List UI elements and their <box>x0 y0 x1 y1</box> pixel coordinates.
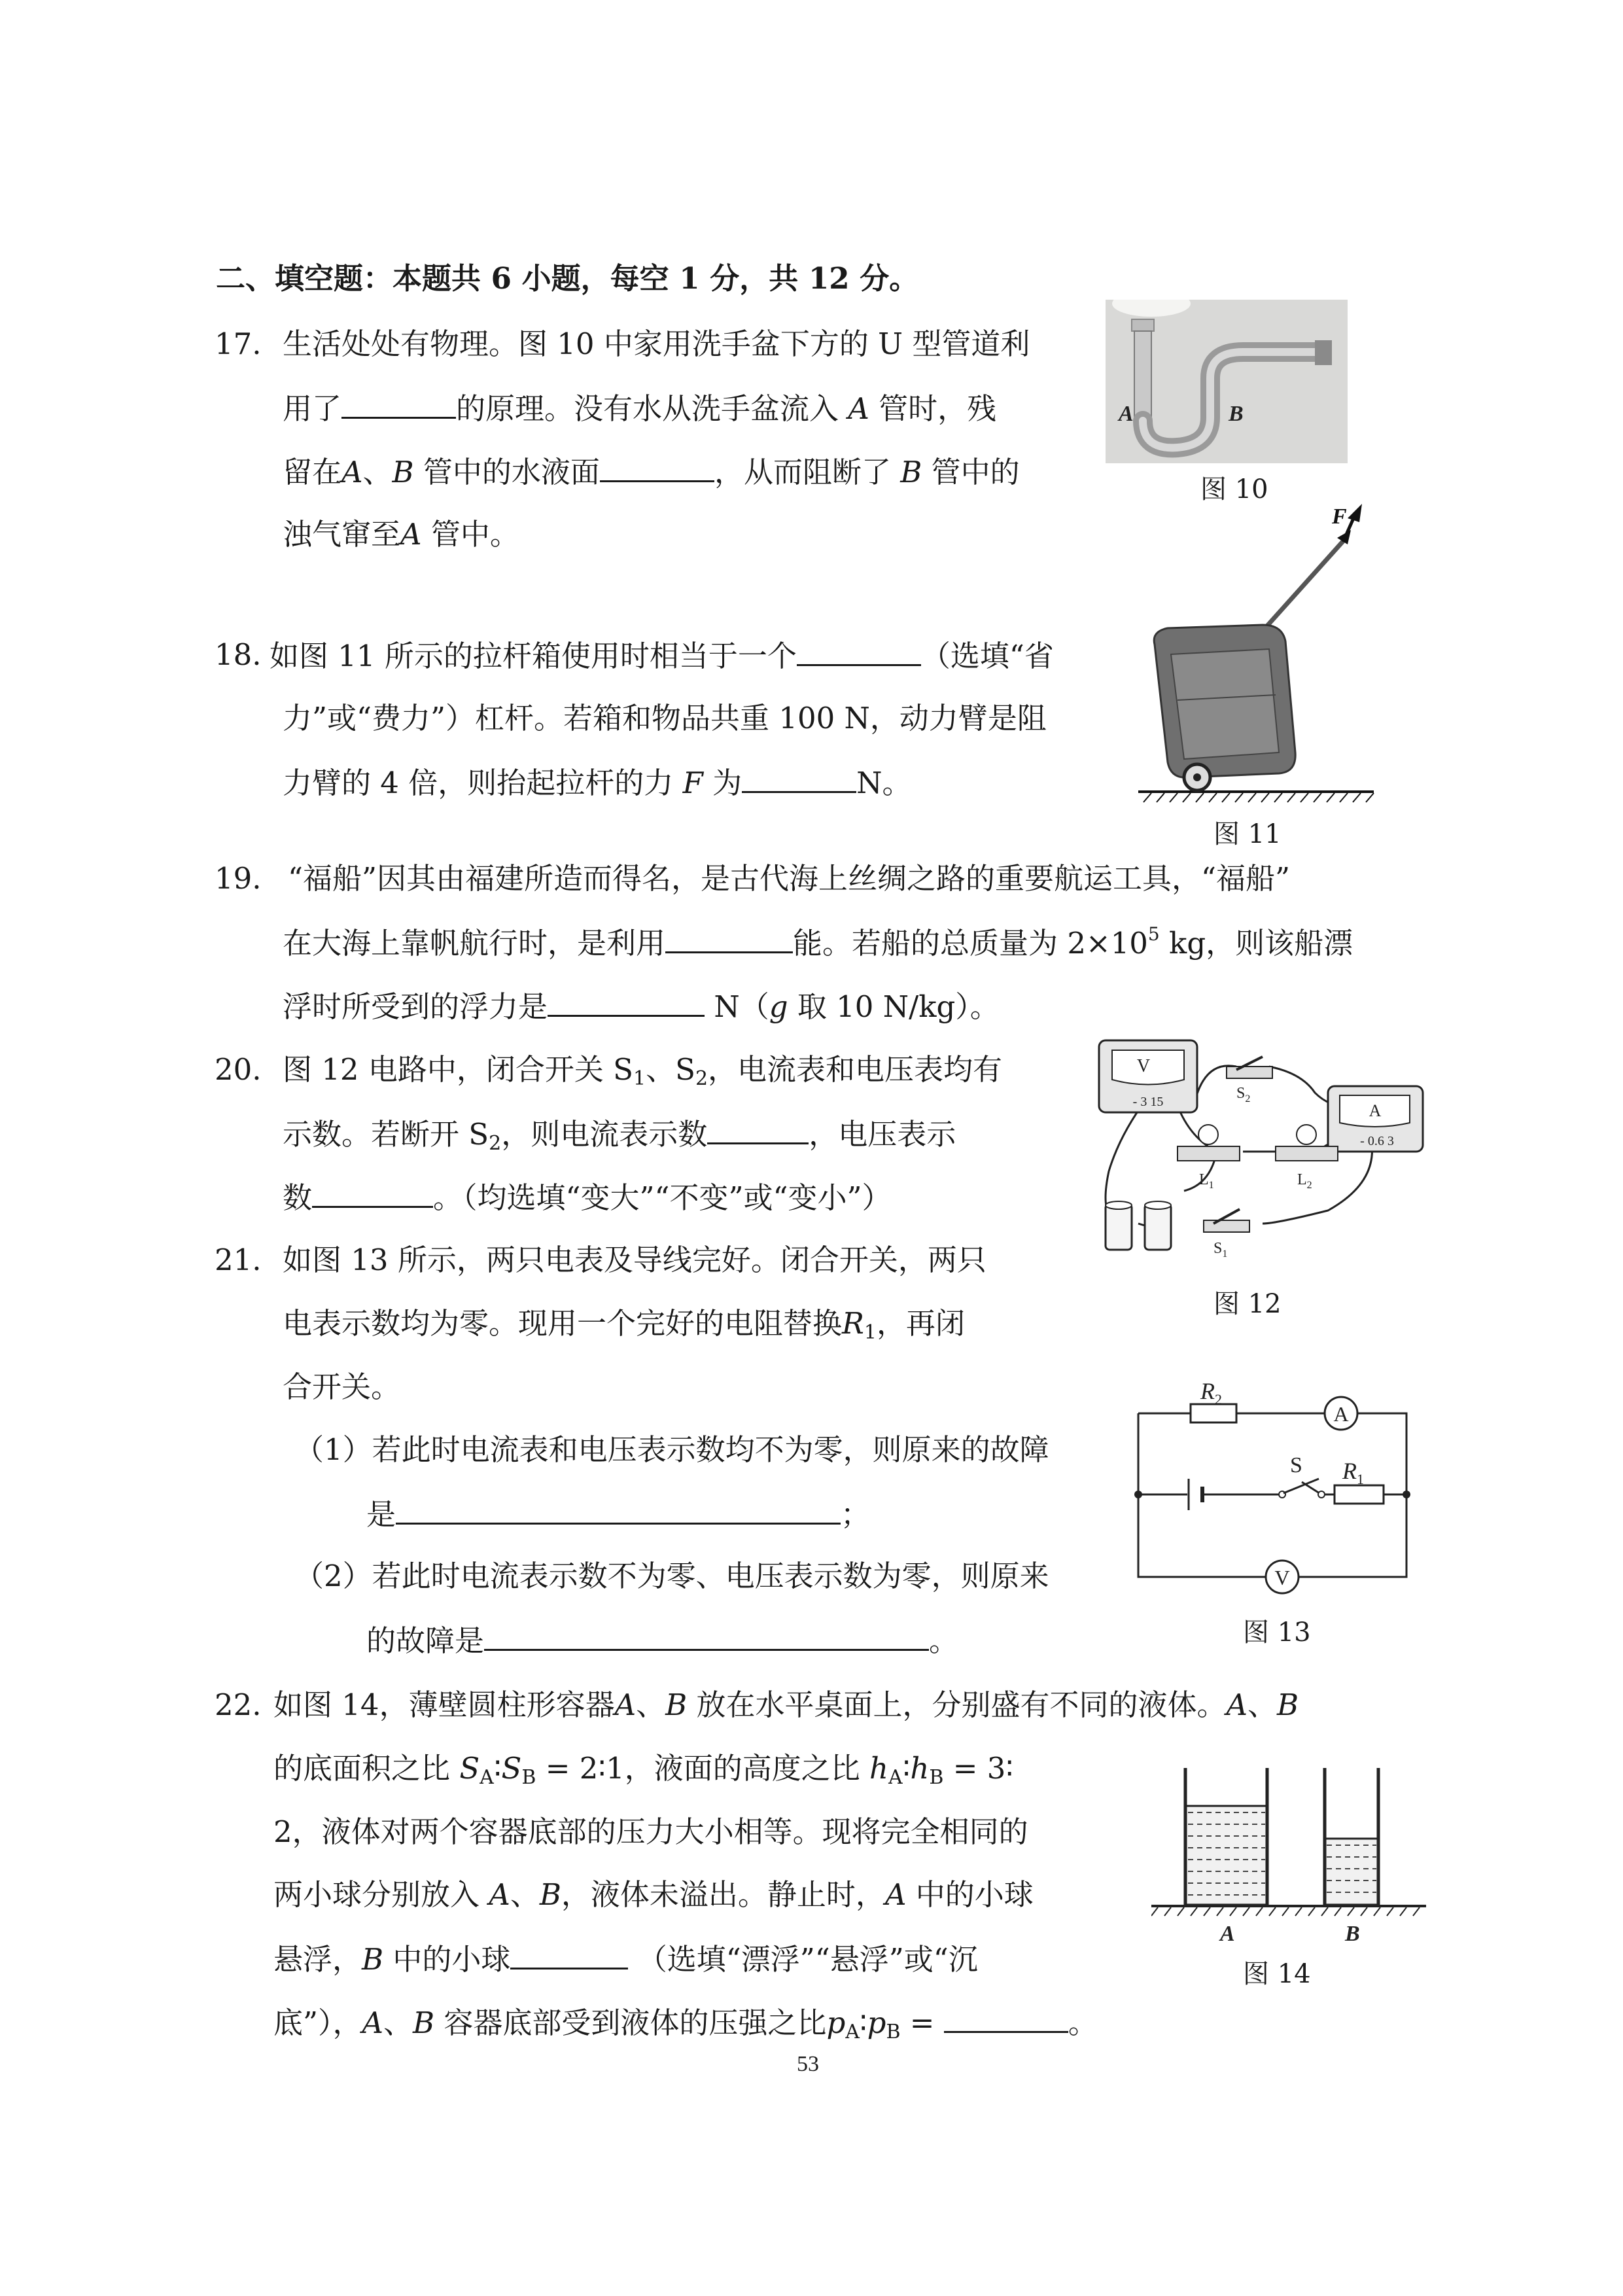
question-text-line: 底”），A、B 容器底部受到液体的压强之比$p_A∶p_B$ = 。 <box>273 2002 1098 2043</box>
answer-blank[interactable] <box>707 1114 809 1144</box>
question-text-line: 用了 的原理。没有水从洗手盆流入 A 管时，残 <box>283 388 996 429</box>
question-number: 18. <box>215 637 262 672</box>
question-text-line: 2，液体对两个容器底部的压力大小相等。现将完全相同的 <box>273 1814 1028 1849</box>
question-text-line: 是 ； <box>366 1494 870 1534</box>
question-text-line: 如图 14，薄壁圆柱形容器A、B 放在水平桌面上，分别盛有不同的液体。A、B <box>273 1687 1299 1722</box>
question-text-line: 电表示数均为零。现用一个完好的电阻替换$R_1$，再闭 <box>283 1306 966 1344</box>
figure-14-containers <box>1151 1767 1426 1950</box>
question-text-line: 留在A、B 管中的水液面 ，从而阻断了 B 管中的 <box>283 451 1020 492</box>
voltmeter-scale: - 3 15 <box>1132 1095 1164 1109</box>
figure-12-circuit <box>1079 1027 1433 1282</box>
ammeter-scale: - 0.6 3 <box>1360 1134 1394 1148</box>
resistor-r2-label: $R_2$ <box>1200 1378 1222 1407</box>
answer-blank[interactable] <box>665 923 793 953</box>
answer-blank[interactable] <box>510 1939 628 1969</box>
answer-blank[interactable] <box>797 635 921 666</box>
question-text-line: 在大海上靠帆航行时，是利用 能。若船的总质量为 $2\times 10^5$ kg，则该船漂 <box>283 923 1353 961</box>
voltmeter-label: V <box>1136 1056 1151 1076</box>
question-text-line: 力”或“费力”）杠杆。若箱和物品共重 100 N，动力臂是阻 <box>283 701 1047 735</box>
question-number: 20. <box>215 1052 262 1087</box>
question-text-line: 浮时所受到的浮力是 N（g 取 10 N/kg）。 <box>283 986 1000 1027</box>
question-number: 21. <box>215 1243 262 1277</box>
figure-10-caption: 图 10 <box>1200 474 1268 504</box>
figure-12-caption: 图 12 <box>1213 1289 1282 1319</box>
page-number: 53 <box>797 2052 819 2076</box>
switch-s1-label: $S_1$ <box>1213 1240 1228 1260</box>
figure-13-caption: 图 13 <box>1243 1617 1311 1648</box>
figure-14-caption: 图 14 <box>1243 1959 1311 1989</box>
section-title: 二、填空题：本题共 6 小题，每空 1 分，共 12 分。 <box>216 261 919 296</box>
answer-blank[interactable] <box>600 451 714 482</box>
answer-blank[interactable] <box>341 388 456 419</box>
figure-11-trolley <box>1125 504 1387 818</box>
question-text-line: 生活处处有物理。图 10 中家用洗手盆下方的 U 型管道利 <box>283 327 1030 361</box>
label-a: A <box>1119 402 1134 426</box>
question-number: 19. <box>215 861 262 896</box>
figure-10-photo <box>1106 300 1348 463</box>
question-text-line: “福船”因其由福建所造而得名，是古代海上丝绸之路的重要航运工具，“福船” <box>288 861 1291 896</box>
question-text-line: 的底面积之比 $S_A∶S_B$ = 2∶1，液面的高度之比 $h_A∶h_B$ = 3∶ <box>273 1751 1014 1789</box>
question-text-line: 两小球分别放入 A、B，液体未溢出。静止时，A 中的小球 <box>273 1877 1034 1912</box>
question-text-line: 悬浮，B 中的小球 （选填“漂浮”“悬浮”或“沉 <box>273 1939 978 1979</box>
lamp-l2-label: $L_2$ <box>1297 1171 1312 1191</box>
question-text-line: 数 。（均选填“变大”“不变”或“变小”） <box>283 1177 892 1218</box>
answer-blank[interactable] <box>396 1494 841 1525</box>
question-text-line: （1）若此时电流表和电压表示数均不为零，则原来的故障 <box>294 1432 1049 1467</box>
force-label: F <box>1332 504 1347 529</box>
question-text-line: 图 12 电路中，闭合开关 $S_1$、$S_2$，电流表和电压表均有 <box>283 1052 1003 1090</box>
question-text-line: 如图 13 所示，两只电表及导线完好。闭合开关，两只 <box>283 1243 986 1277</box>
switch-label: S <box>1290 1453 1302 1477</box>
question-number: 17. <box>215 327 262 361</box>
resistor-r1-label: $R_1$ <box>1342 1458 1364 1487</box>
ammeter-symbol: A <box>1333 1402 1349 1426</box>
answer-blank[interactable] <box>548 986 705 1017</box>
lamp-l1-label: $L_1$ <box>1199 1171 1214 1191</box>
figure-11-caption: 图 11 <box>1213 819 1282 849</box>
question-text-line: 浊气窜至A 管中。 <box>283 517 519 552</box>
voltmeter-symbol: V <box>1274 1566 1290 1589</box>
container-b-label: B <box>1345 1922 1360 1946</box>
switch-s2-label: $S_2$ <box>1236 1085 1251 1104</box>
answer-blank[interactable] <box>742 762 856 793</box>
question-number: 22. <box>215 1687 262 1722</box>
question-text-line: （2）若此时电流表示数不为零、电压表示数为零，则原来 <box>294 1559 1049 1593</box>
answer-blank[interactable] <box>944 2002 1068 2033</box>
question-text-line: 如图 11 所示的拉杆箱使用时相当于一个 （选填“省 <box>270 635 1054 676</box>
question-text-line: 力臂的 4 倍，则抬起拉杆的力 F 为 N。 <box>283 762 912 803</box>
figure-13-circuit <box>1125 1374 1420 1603</box>
question-text-line: 的故障是 。 <box>366 1620 958 1661</box>
container-a-label: A <box>1220 1922 1235 1946</box>
answer-blank[interactable] <box>484 1620 929 1651</box>
answer-blank[interactable] <box>312 1177 433 1208</box>
ammeter-label: A <box>1369 1101 1382 1120</box>
u-pipe-drawing <box>1106 300 1348 463</box>
label-b: B <box>1229 402 1244 426</box>
question-text-line: 合开关。 <box>283 1369 401 1404</box>
question-text-line: 示数。若断开 $S_2$，则电流表示数 ，电压表示 <box>283 1114 956 1154</box>
